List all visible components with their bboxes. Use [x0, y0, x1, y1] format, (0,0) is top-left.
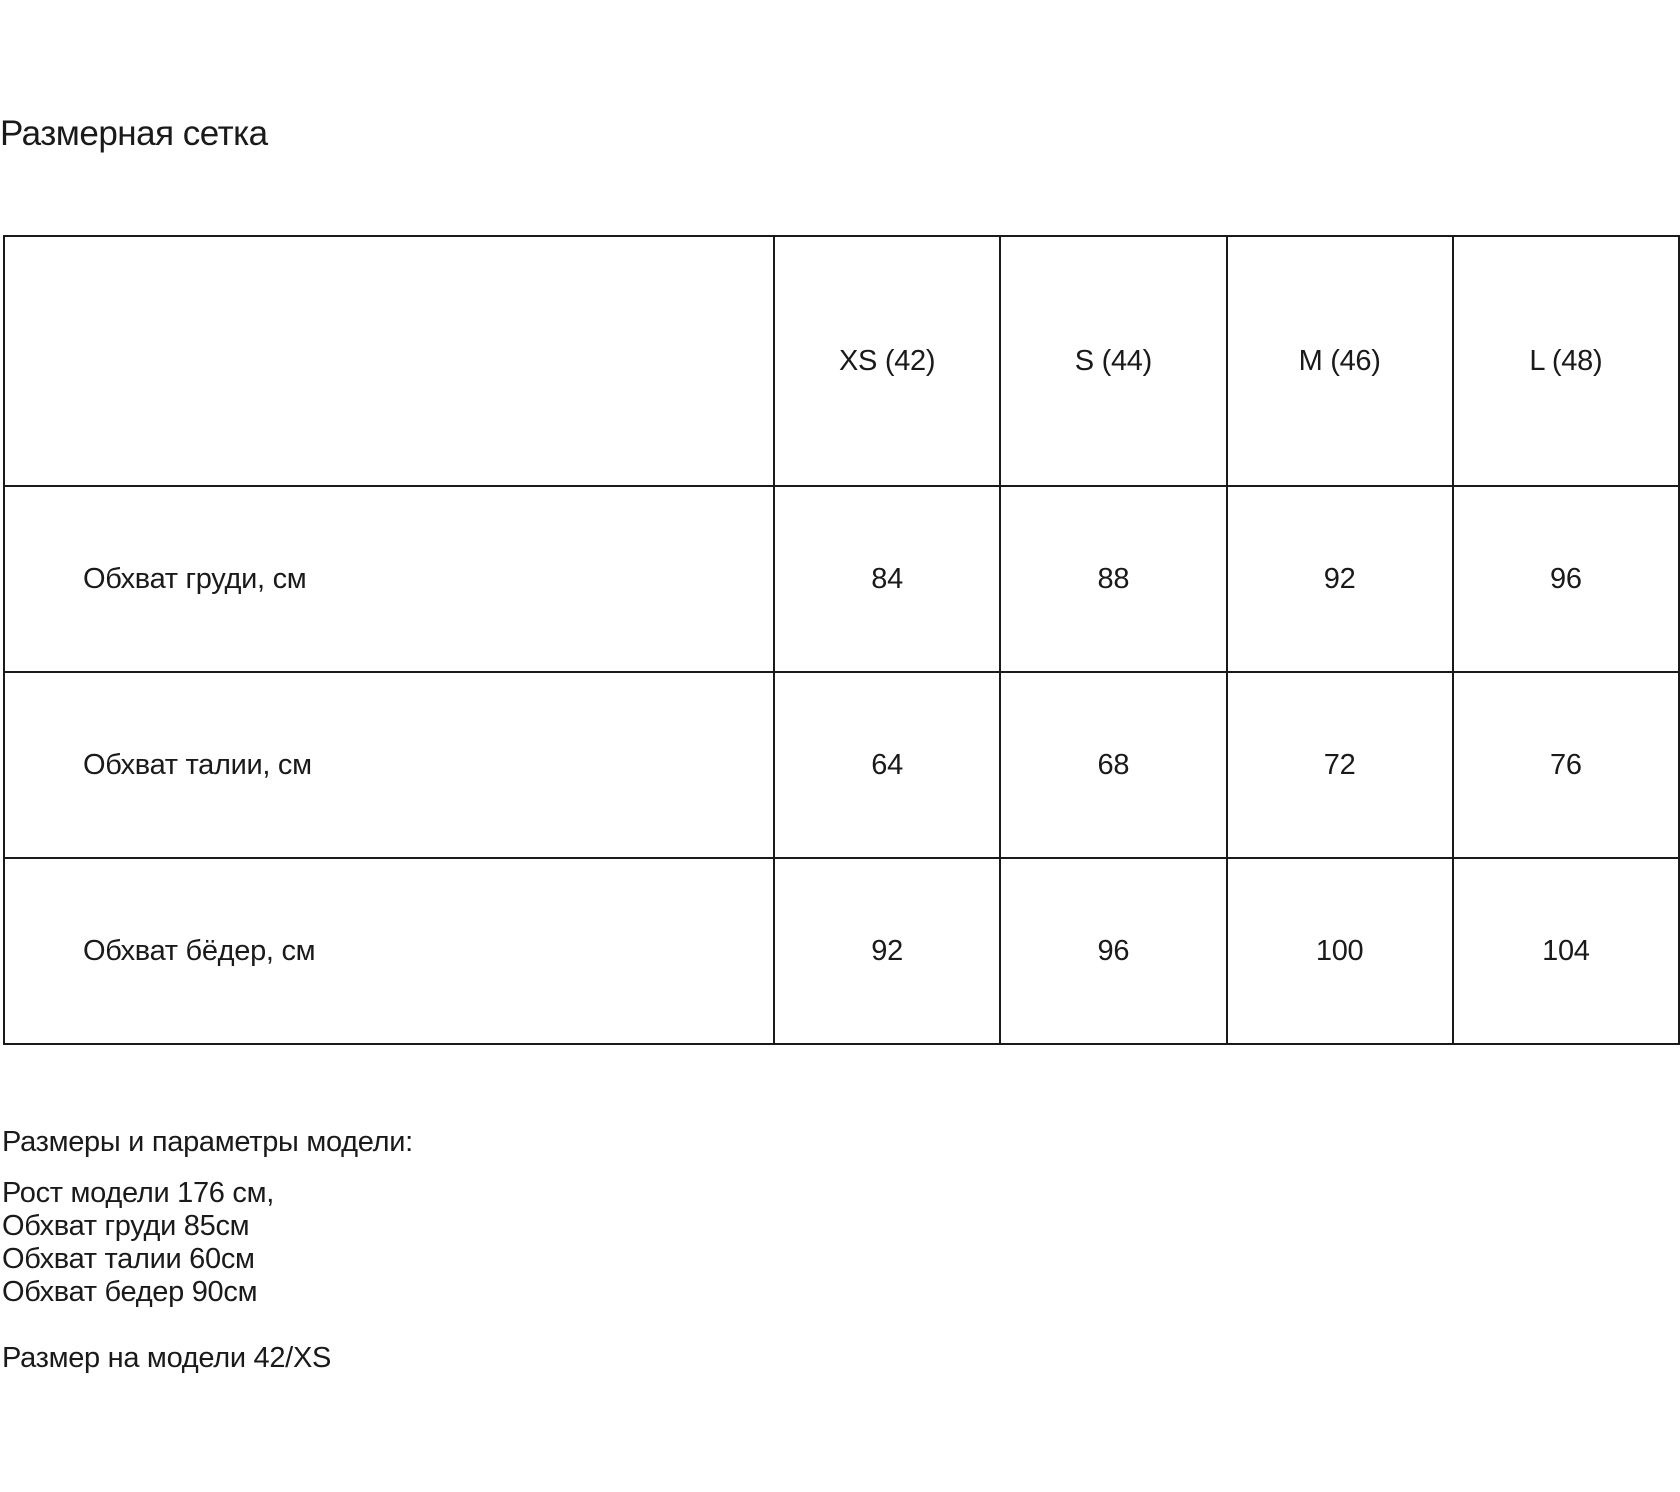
table-row-chest	[4, 486, 1679, 672]
table-row-hips	[4, 858, 1679, 1044]
row-label-hips: Обхват бёдер, см	[4, 858, 774, 1044]
row-label-waist: Обхват талии, см	[4, 672, 774, 858]
table-row-waist	[4, 672, 1679, 858]
page-title: Размерная сетка	[0, 114, 268, 153]
model-parameters-heading: Размеры и параметры модели:	[2, 1126, 413, 1158]
table-cell: 92	[1227, 486, 1453, 672]
table-cell: 88	[1000, 486, 1226, 672]
model-height: Рост модели 176 см,	[2, 1177, 274, 1209]
table-cell: 100	[1227, 858, 1453, 1044]
model-parameters	[2, 1126, 413, 1375]
table-cell: 104	[1453, 858, 1679, 1044]
size-header-xs: XS (42)	[774, 236, 1000, 486]
size-header-s: S (44)	[1000, 236, 1226, 486]
table-cell: 84	[774, 486, 1000, 672]
model-hips: Обхват бедер 90см	[2, 1276, 258, 1308]
table-cell: 96	[1453, 486, 1679, 672]
size-header-m: M (46)	[1227, 236, 1453, 486]
model-waist: Обхват талии 60см	[2, 1243, 255, 1275]
size-header-l: L (48)	[1453, 236, 1679, 486]
model-chest: Обхват груди 85см	[2, 1210, 250, 1242]
corner-cell	[4, 236, 774, 486]
table-cell: 92	[774, 858, 1000, 1044]
row-label-chest: Обхват груди, см	[4, 486, 774, 672]
table-cell: 72	[1227, 672, 1453, 858]
table-cell: 96	[1000, 858, 1226, 1044]
table-cell: 76	[1453, 672, 1679, 858]
model-size: Размер на модели 42/XS	[2, 1342, 332, 1374]
table-cell: 68	[1000, 672, 1226, 858]
table-header-row	[4, 236, 1679, 486]
table-cell: 64	[774, 672, 1000, 858]
size-chart-table	[3, 235, 1680, 1045]
